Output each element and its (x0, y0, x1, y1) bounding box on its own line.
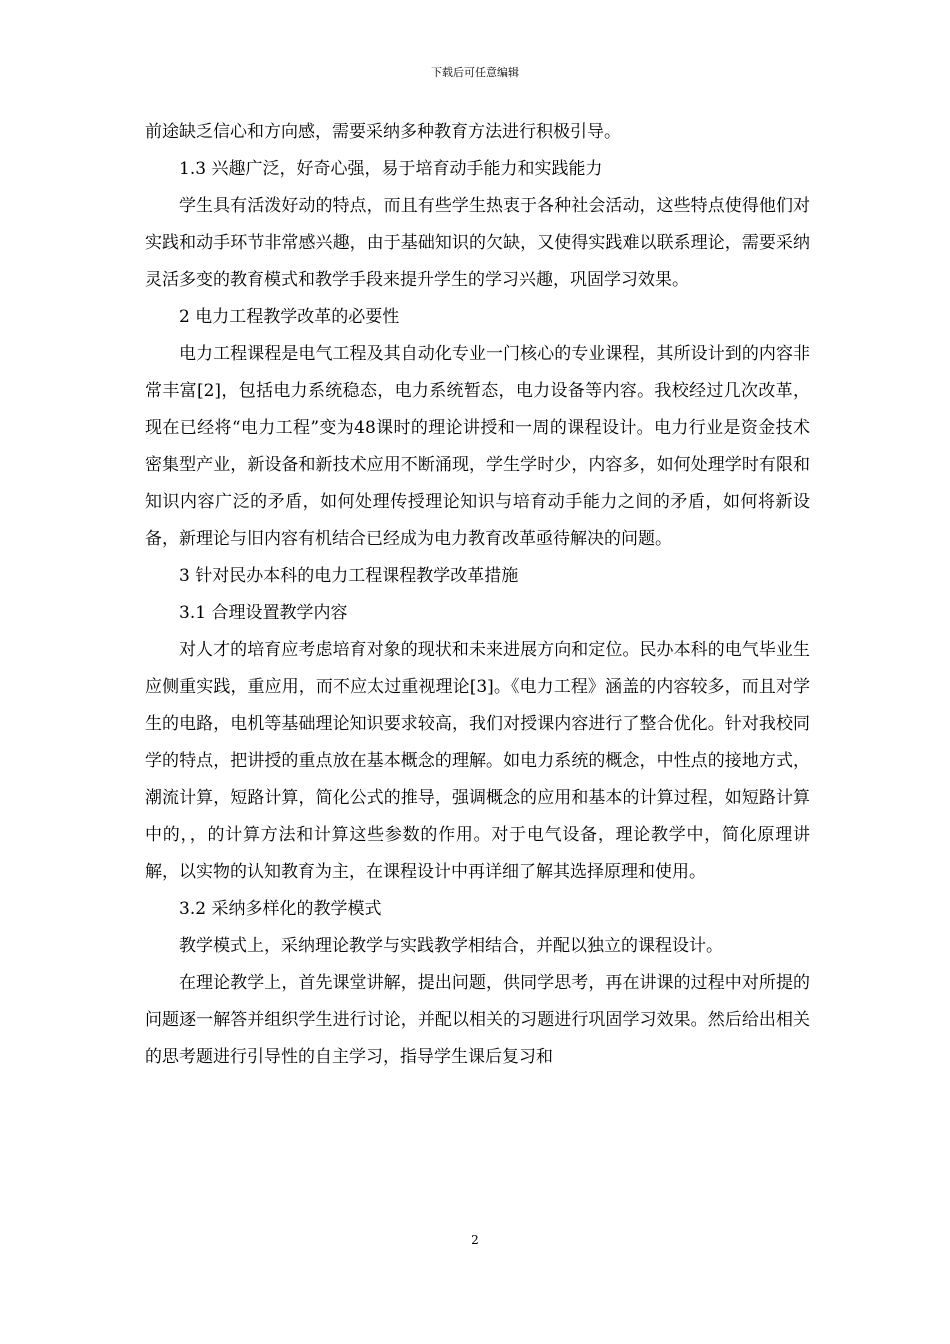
page-header: 下载后可任意编辑 (431, 66, 519, 79)
paragraph: 学生具有活泼好动的特点，而且有些学生热衷于各种社会活动，这些特点使得他们对实践和动手环节非常感兴趣，由于基础知识的欠缺，又使得实践难以联系理论，需要采纳灵活多变的教育模式和教学手段来提升学生的学习兴趣，巩固学习效果。 (145, 196, 810, 290)
section-heading-1-3: 1.3 兴趣广泛，好奇心强，易于培育动手能力和实践能力 (179, 159, 603, 179)
paragraph: 对人才的培育应考虑培育对象的现状和未来进展方向和定位。民办本科的电气毕业生应侧重实践，重应用，而不应太过重视理论[3]。《电力工程》涵盖的内容较多，而且对学生的电路，电机等基础理论知识要求较高，我们对授课内容进行了整合优化。针对我校同学的特点，把讲授的重点放在基本概念的理解。如电力系统的概念，中性点的接地方式，潮流计算，短路计算，简化公式的推导，强调概念的应用和基本的计算过程，如短路计算中的，，的计算方法和计算这些参数的作用。对于电气设备，理论教学中，简化原理讲解，以实物的认知教育为主，在课程设计中再详细了解其选择原理和使用。 (145, 640, 810, 882)
section-heading-3: 3 针对民办本科的电力工程课程教学改革措施 (179, 566, 519, 586)
section-heading-3-2: 3.2 采纳多样化的教学模式 (179, 899, 382, 919)
paragraph: 教学模式上，采纳理论教学与实践教学相结合，并配以独立的课程设计。 (179, 936, 723, 956)
paragraph: 电力工程课程是电气工程及其自动化专业一门核心的专业课程，其所设计到的内容非常丰富[2]，包括电力系统稳态，电力系统暂态，电力设备等内容。我校经过几次改革，现在已经将“电力工程”变为48课时的理论讲授和一周的课程设计。电力行业是资金技术密集型产业，新设备和新技术应用不断涌现，学生学时少，内容多，如何处理学时有限和知识内容广泛的矛盾，如何处理传授理论知识与培育动手能力之间的矛盾，如何将新设备，新理论与旧内容有机结合已经成为电力教育改革亟待解决的问题。 (145, 344, 810, 549)
paragraph: 前途缺乏信心和方向感，需要采纳多种教育方法进行积极引导。 (145, 122, 621, 142)
document-body (145, 114, 810, 1076)
section-heading-3-1: 3.1 合理设置教学内容 (179, 603, 348, 623)
paragraph: 在理论教学上，首先课堂讲解，提出问题，供同学思考，再在讲课的过程中对所提的问题逐一解答并组织学生进行讨论，并配以相关的习题进行巩固学习效果。然后给出相关的思考题进行引导性的自主学习，指导学生课后复习和 (145, 973, 810, 1067)
section-heading-2: 2 电力工程教学改革的必要性 (179, 307, 400, 327)
page-number: 2 (471, 1233, 479, 1247)
